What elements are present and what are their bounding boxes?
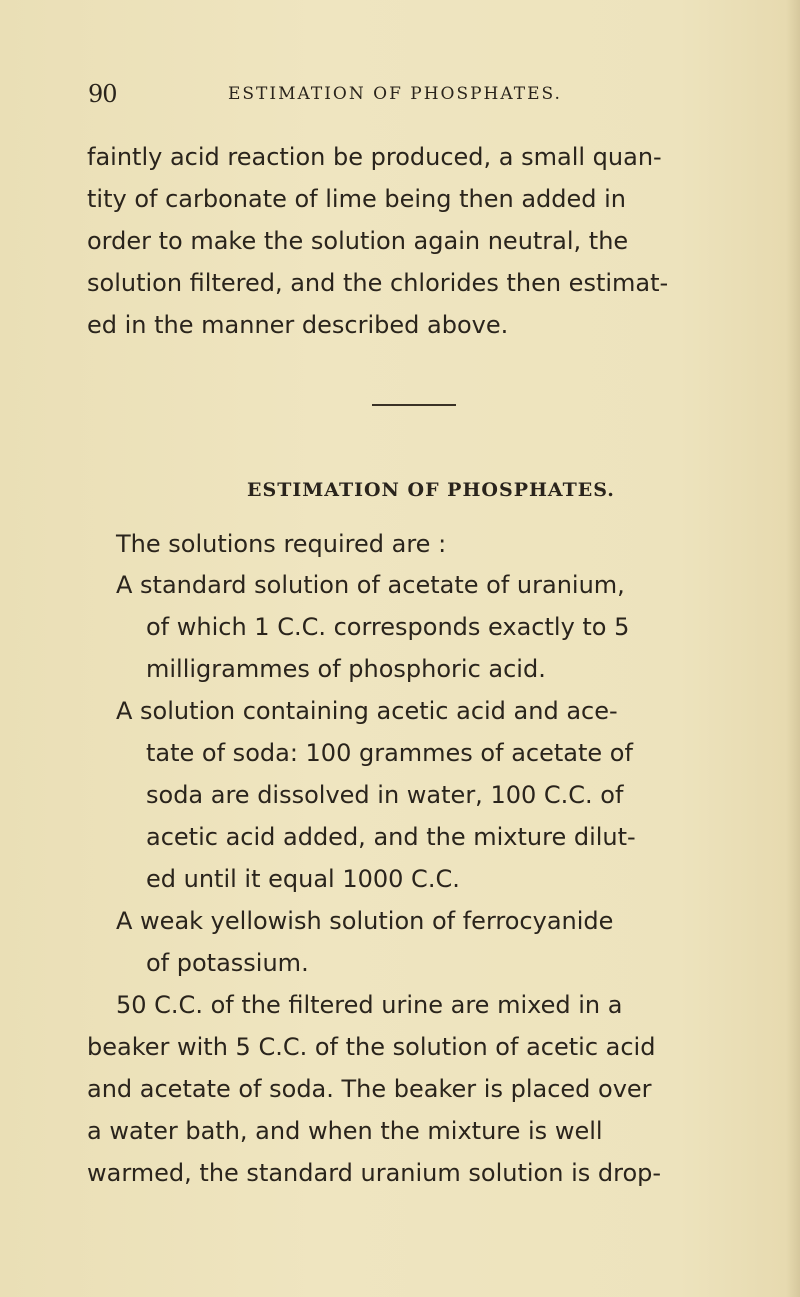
text-line: tate of soda: 100 grammes of acetate of — [146, 739, 633, 767]
page-edge-shadow — [786, 0, 800, 1297]
text-line: and acetate of soda. The beaker is placed over — [87, 1075, 652, 1103]
text-line: ed until it equal 1000 C.C. — [146, 865, 460, 893]
text-line: acetic acid added, and the mixture dilut- — [146, 823, 636, 851]
section-heading: ESTIMATION OF PHOSPHATES. — [247, 479, 615, 501]
text-line: beaker with 5 C.C. of the solution of acetic acid — [87, 1033, 656, 1061]
text-line: solution filtered, and the chlorides then estimat- — [87, 269, 669, 297]
text-line: warmed, the standard uranium solution is drop- — [87, 1159, 662, 1187]
text-line: A solution containing acetic acid and ace- — [116, 697, 618, 725]
section-divider — [372, 404, 456, 406]
running-head — [88, 80, 708, 110]
page-number: 90 — [88, 80, 117, 108]
text-line: of which 1 C.C. corresponds exactly to 5 — [146, 613, 630, 641]
text-line: faintly acid reaction be produced, a small quan- — [87, 143, 662, 171]
text-line: a water bath, and when the mixture is well — [87, 1117, 603, 1145]
text-line: A weak yellowish solution of ferrocyanide — [116, 907, 614, 935]
text-line: ed in the manner described above. — [87, 311, 509, 339]
text-line: soda are dissolved in water, 100 C.C. of — [146, 781, 624, 809]
text-line: tity of carbonate of lime being then added in — [87, 185, 627, 213]
text-line: A standard solution of acetate of uranium, — [116, 571, 625, 599]
text-line: of potassium. — [146, 949, 309, 977]
section-intro: The solutions required are : — [116, 530, 447, 558]
text-line: milligrammes of phosphoric acid. — [146, 655, 546, 683]
text-line: 50 C.C. of the filtered urine are mixed in a — [116, 991, 623, 1019]
running-title: ESTIMATION OF PHOSPHATES. — [228, 84, 562, 104]
text-line: order to make the solution again neutral, the — [87, 227, 629, 255]
